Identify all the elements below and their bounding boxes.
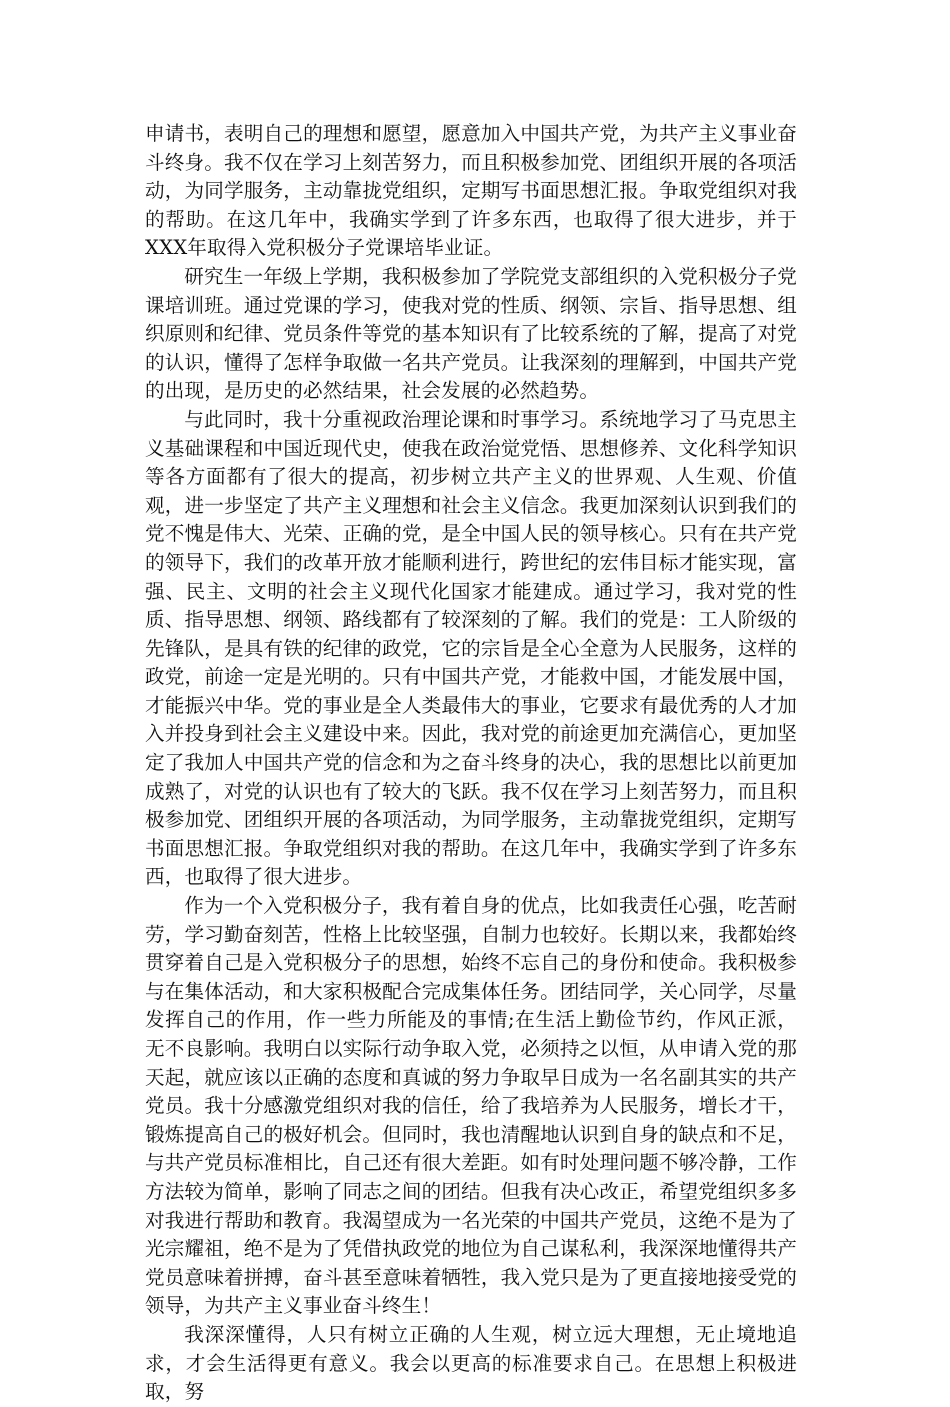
paragraph-4: 作为一个入党积极分子，我有着自身的优点，比如我责任心强，吃苦耐劳，学习勤奋刻苦，性格上比较坚强，自制力也较好。长期以来，我都始终贯穿着自己是入党积极分子的思想，始终不忘自己的身份和使命。我积极参与在集体活动，和大家积极配合完成集体任务。团结同学，关心同学，尽量发挥自己的作用，作一些力所能及的事情;在生活上勤俭节约，作风正派，无不良影响。我明白以实际行动争取入党，必须持之以恒，从申请入党的那天起，就应该以正确的态度和真诚的努力争取早日成为一名名副其实的共产党员。我十分感激党组织对我的信任，给了我培养为人民服务，增长才干，锻炼提高自己的极好机会。但同时，我也清醒地认识到自身的缺点和不足，与共产党员标准相比，自己还有很大差距。如有时处理问题不够冷静，工作方法较为简单，影响了同志之间的团结。但我有决心改正，希望党组织多多对我进行帮助和教育。我渴望成为一名光荣的中国共产党员，这绝不是为了光宗耀祖，绝不是为了凭借执政党的地位为自己谋私利，我深深地懂得共产党员意味着拼搏，奋斗甚至意味着牺牲，我入党只是为了更直接地接受党的领导，为共产主义事业奋斗终生！ [145, 894, 797, 1318]
paragraph-1: 申请书，表明自己的理想和愿望，愿意加入中国共产党，为共产主义事业奋斗终身。我不仅在学习上刻苦努力，而且积极参加党、团组织开展的各项活动，为同学服务，主动靠拢党组织，定期写书面思想汇报。争取党组织对我的帮助。在这几年中，我确实学到了许多东西，也取得了很大进步，并于XXX年取得入党积极分子党课培毕业证。 [145, 122, 797, 260]
paragraph-2: 研究生一年级上学期，我积极参加了学院党支部组织的入党积极分子党课培训班。通过党课的学习，使我对党的性质、纲领、宗旨、指导思想、组织原则和纪律、党员条件等党的基本知识有了比较系统的了解，提高了对党的认识，懂得了怎样争取做一名共产党员。让我深刻的理解到，中国共产党的出现，是历史的必然结果，社会发展的必然趋势。 [145, 264, 797, 403]
paragraph-3: 与此同时，我十分重视政治理论课和时事学习。系统地学习了马克思主义基础课程和中国近现代史，使我在政治觉党悟、思想修养、文化科学知识等各方面都有了很大的提高，初步树立共产主义的世界观、人生观、价值观，进一步坚定了共产主义理想和社会主义信念。我更加深刻认识到我们的党不愧是伟大、光荣、正确的党，是全中国人民的领导核心。只有在共产党的领导下，我们的改革开放才能顺利进行，跨世纪的宏伟目标才能实现，富强、民主、文明的社会主义现代化国家才能建成。通过学习，我对党的性质、指导思想、纲领、路线都有了较深刻的了解。我们的党是：工人阶级的先锋队，是具有铁的纪律的政党，它的宗旨是全心全意为人民服务，这样的政党，前途一定是光明的。只有中国共产党，才能救中国，才能发展中国，才能振兴中华。党的事业是全人类最伟大的事业，它要求有最优秀的人才加入并投身到社会主义建设中来。因此，我对党的前途更加充满信心，更加坚定了我加人中国共产党的信念和为之奋斗终身的决心，我的思想比以前更加成熟了，对党的认识也有了较大的飞跃。我不仅在学习上刻苦努力，而且积极参加党、团组织开展的各项活动，为同学服务，主动靠拢党组织，定期写书面思想汇报。争取党组织对我的帮助。在这几年中，我确实学到了许多东西，也取得了很大进步。 [145, 407, 797, 889]
document-page [145, 120, 797, 1407]
paragraph-5: 我深深懂得，人只有树立正确的人生观，树立远大理想，无止境地追求，才会生活得更有意义。我会以更高的标准要求自己。在思想上积极进取，努 [145, 1322, 797, 1404]
